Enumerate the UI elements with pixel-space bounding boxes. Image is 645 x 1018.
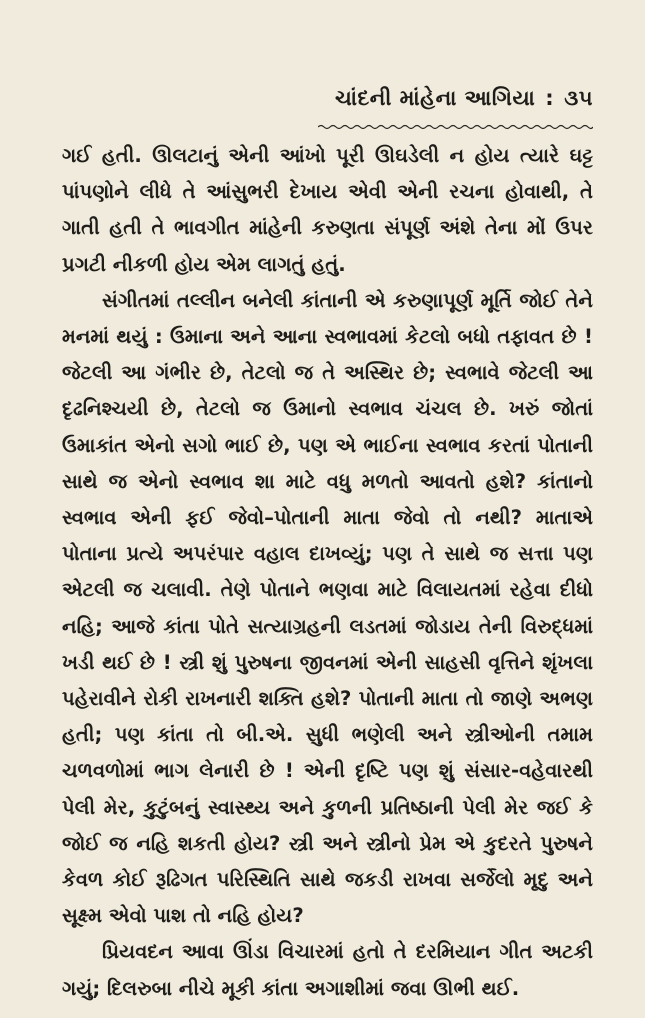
- paragraph-song-ends: પ્રિયવદન આવા ઊંડા વિચારમાં હતો તે દરમિયાન ગીત અટકી ગયું; દિલરુબા નીચે મૂકી કાંતા અગાશીમાં જવા ઊભી થઈ.: [62, 940, 593, 1000]
- running-head: [335, 86, 593, 111]
- paragraph-reflection: સંગીતમાં તલ્લીન બનેલી કાંતાની એ કરુણાપૂર્ણ મૂર્તિ જોઈ તેને મનમાં થયું : ઉમાના અને આના સ્વભાવમાં કેટલો બધો તફાવત છે ! જેટલી આ ગંભીર છે, તેટલો જ તે અસ્થિર છે; સ્વભાવે જેટલી આ દૃઢનિશ્ચયી છે, તેટલો જ ઉમાનો સ્વભાવ ચંચલ છે. ખરું જોતાં ઉમાકાંત એનો સગો ભાઈ છે, પણ એ ભાઈના સ્વભાવ કરતાં પોતાની સાથે જ એનો સ્વભાવ શા માટે વધુ મળતો આવતો હશે? કાંતાનો સ્વભાવ એની ફઈ જેવો–પોતાની માતા જેવો તો નથી? માતાએ પોતાના પ્રત્યે અપરંપાર વહાલ દાખવ્યું; પણ તે સાથે જ સત્તા પણ એટલી જ ચલાવી. તેણે પોતાને ભણવા માટે વિલાયતમાં રહેવા દીધો નહિ; આજે કાંતા પોતે સત્યાગ્રહની લડતમાં જોડાય તેની વિરુદ્ધમાં ખડી થઈ છે ! સ્ત્રી શું પુરુષના જીવનમાં એની સાહસી વૃત્તિને શૃંખલા પહેરાવીને રોકી રાખનારી શક્તિ હશે? પોતાની માતા તો જાણે અભણ હતી; પણ કાંતા તો બી.એ. સુધી ભણેલી અને સ્ત્રીઓની તમામ ચળવળોમાં ભાગ લેનારી છે ! એની દૃષ્ટિ પણ શું સંસાર-વહેવારથી પેલી મેર, કુટુંબનું સ્વાસ્થ્ય અને કુળની પ્રતિષ્ઠાની પેલી મેર જઈ કે જોઈ જ નહિ શકતી હોય? સ્ત્રી અને સ્ત્રીનો પ્રેમ એ કુદરતે પુરુષને કેવળ કોઈ રૂઢિગત પરિસ્થિતિ સાથે જકડી રાખવા સર્જેલો મૃદુ અને સૂક્ષ્મ એવો પાશ તો નહિ હોય?: [62, 288, 593, 928]
- header-wavy-rule: [318, 124, 593, 130]
- page-number: ૩૫: [564, 86, 593, 110]
- body-text: [62, 138, 593, 1007]
- running-head-separator: :: [545, 86, 555, 110]
- running-head-title: ચાંદની માંહેના આગિયા: [335, 86, 536, 110]
- paragraph-continued: ગઈ હતી. ઊલટાનું એની આંખો પૂરી ઊઘડેલી ન હોય ત્યારે ઘટ્ટ પાંપણોને લીધે તે આંસુભરી દેખાય એવી એની રચના હોવાથી, તે ગાતી હતી તે ભાવગીત માંહેની કરુણતા સંપૂર્ણ અંશે તેના મોં ઉપર પ્રગટી નીકળી હોય એમ લાગતું હતું.: [62, 144, 593, 276]
